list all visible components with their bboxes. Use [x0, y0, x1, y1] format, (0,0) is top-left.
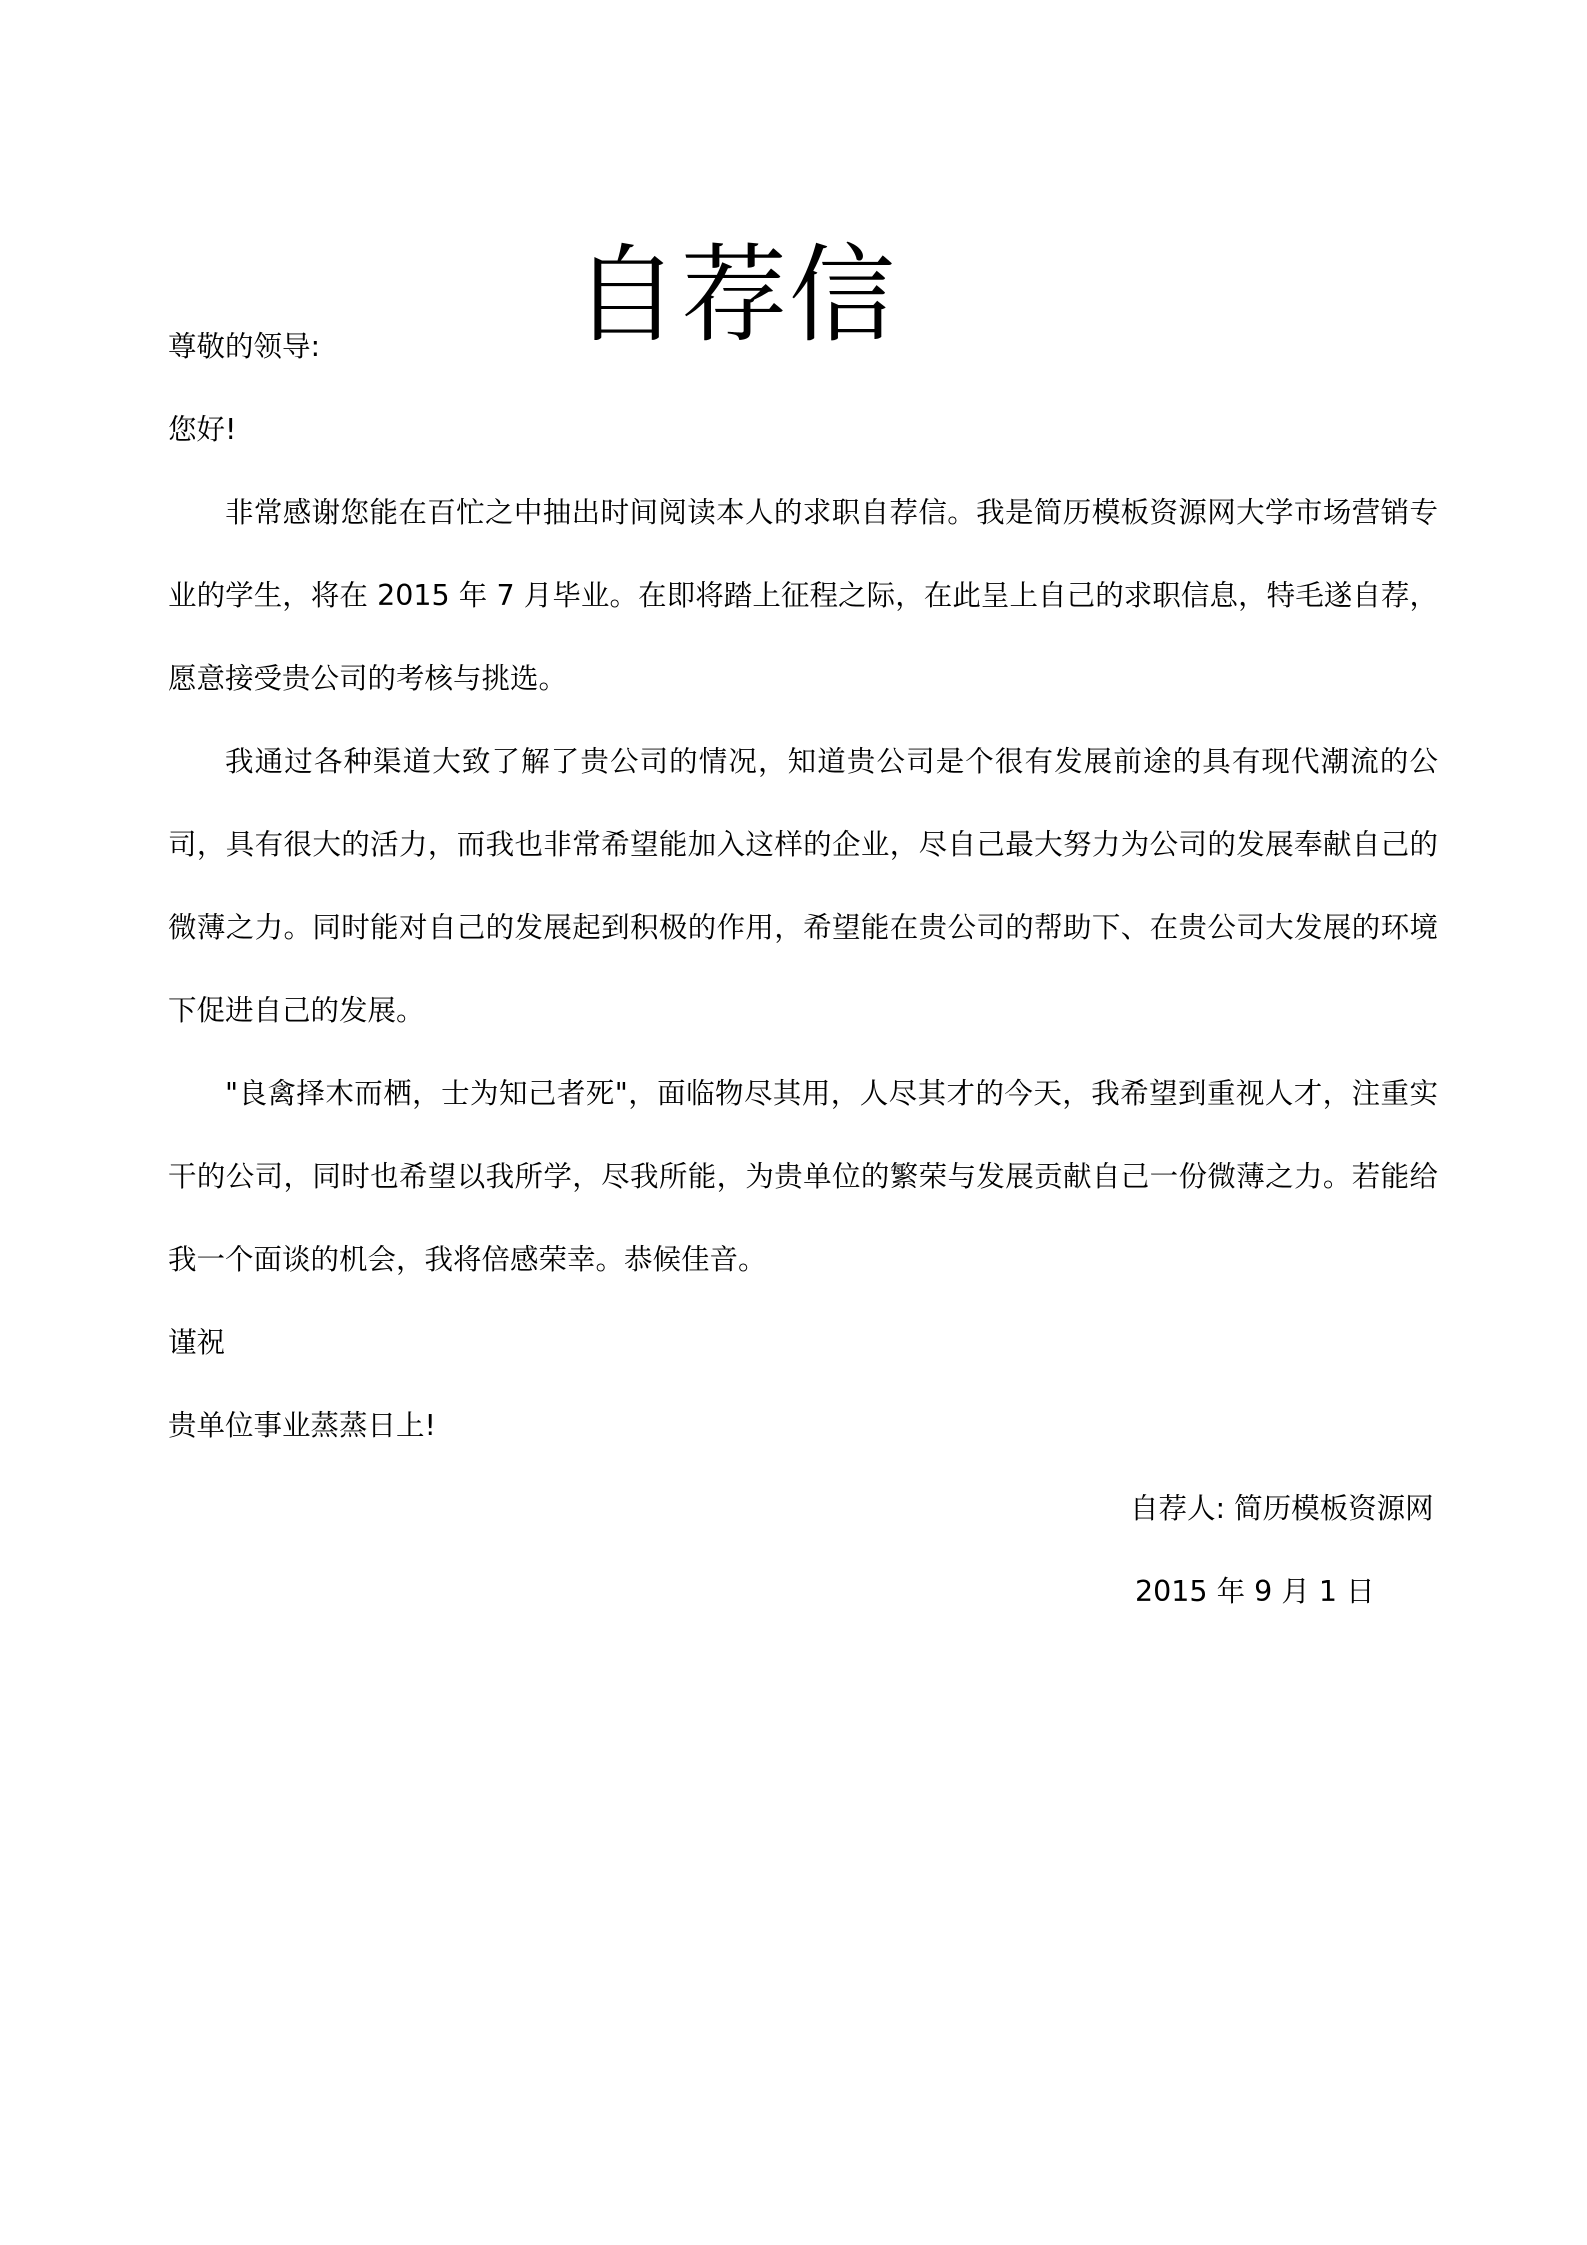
wish-line: 贵单位事业蒸蒸日上! — [168, 1409, 436, 1442]
date-line: 2015 年 9 月 1 日 — [1135, 1575, 1375, 1608]
letter-title: 自荐信 — [573, 234, 897, 358]
signature-line: 自荐人: 简历模板资源网 — [1130, 1492, 1434, 1525]
hello-line: 您好! — [168, 413, 237, 446]
salutation: 尊敬的领导: — [168, 330, 321, 363]
paragraph-company: 我通过各种渠道大致了解了贵公司的情况，知道贵公司是个很有发展前途的具有现代潮流的公司，具有很大的活力，而我也非常希望能加入这样的企业，尽自己最大努力为公司的发展奉献自己的微薄之力。同时能对自己的发展起到积极的作用，希望能在贵公司的帮助下、在贵公司大发展的环境下促进自己的发展。 — [168, 745, 1438, 1027]
closing-line: 谨祝 — [168, 1326, 226, 1359]
paragraph-aspiration: "良禽择木而栖，士为知己者死"，面临物尽其用，人尽其才的今天，我希望到重视人才，注重实干的公司，同时也希望以我所学，尽我所能，为贵单位的繁荣与发展贡献自己一份微薄之力。若能给我一个面谈的机会，我将倍感荣幸。恭候佳音。 — [168, 1077, 1438, 1276]
paragraph-intro: 非常感谢您能在百忙之中抽出时间阅读本人的求职自荐信。我是简历模板资源网大学市场营销专业的学生，将在 2015 年 7 月毕业。在即将踏上征程之际，在此呈上自己的求职信息，特毛遂自荐，愿意接受贵公司的考核与挑选。 — [168, 496, 1438, 695]
